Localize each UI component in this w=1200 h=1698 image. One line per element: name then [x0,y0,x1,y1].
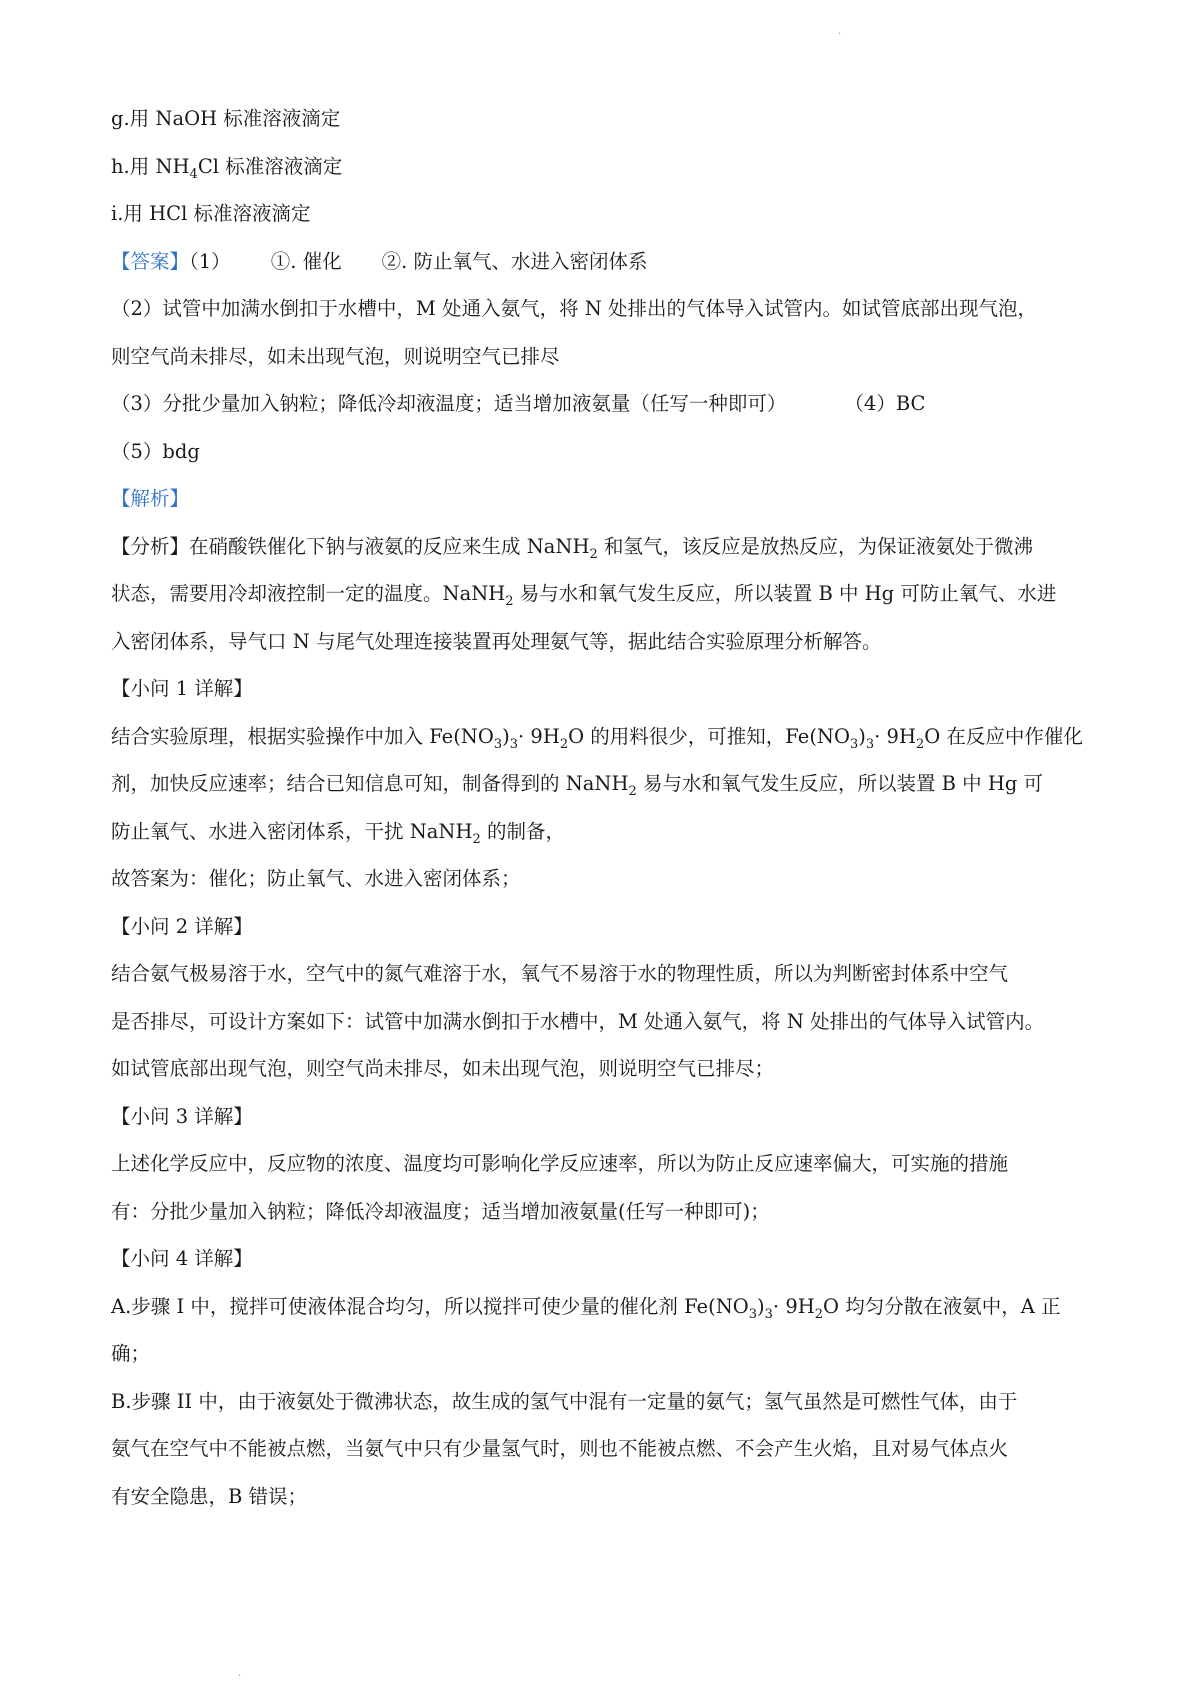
subq2-line2: 是否排尽，可设计方案如下：试管中加满水倒扣于水槽中，M 处通入氨气，将 N 处排出的气体导入试管内。 [111,1009,1045,1033]
subq2-line1: 结合氨气极易溶于水，空气中的氮气难溶于水，氧气不易溶于水的物理性质，所以为判断密封体系中空气 [111,962,1009,985]
option-h: h.用 $NH_4Cl$ 标准溶液滴定 [111,154,343,182]
answer-q1: 【答案】（1） ①. 催化 ②. 防止氧气、水进入密闭体系 [111,249,648,273]
subq1-line2: 剂，加快反应速率；结合已知信息可知，制备得到的 NaNH$_2$ 易与水和氧气发生反应，所以装置 B 中 Hg 可 [111,772,1044,799]
subq3-line1: 上述化学反应中，反应物的浓度、温度均可影响化学反应速率，所以为防止反应速率偏大，可实施的措施 [111,1152,1009,1175]
subq1-line4: 故答案为：催化；防止氧气、水进入密闭体系； [111,867,521,890]
subq2-line3: 如试管底部出现气泡，则空气尚未排尽，如未出现气泡，则说明空气已排尽； [111,1057,775,1080]
scan-dot-top: · [838,29,842,40]
answer-q2-line1: （2）试管中加满水倒扣于水槽中，M 处通入氨气，将 N 处排出的气体导入试管内。如试管底部出现气泡， [111,297,1038,320]
subq1-line3: 防止氧气、水进入密闭体系，干扰 NaNH$_2$ 的制备， [111,819,565,847]
subq2-title: 【小问 2 详解】 [111,914,253,938]
subq1-title: 【小问 1 详解】 [111,677,253,700]
answer-q5: （5）bdg [111,439,200,463]
subq4-b-line1: B.步骤 II 中，由于液氨处于微沸状态，故生成的氢气中混有一定量的氨气；氢气虽然是可燃性气体，由于 [111,1389,1018,1413]
subq3-title: 【小问 3 详解】 [111,1104,253,1128]
subq4-b-line2: 氨气在空气中不能被点燃，当氨气中只有少量氢气时，则也不能被点燃、不会产生火焰，且对易气体点火 [111,1437,1009,1460]
subq4-a-line1: A.步骤 I 中，搅拌可使液体混合均匀，所以搅拌可使少量的催化剂 $Fe(NO_3)_3\cdot 9H_2O$ 均匀分散在液氨中，A 正 [111,1294,1061,1322]
analysis-fenxi-line3: 入密闭体系，导气口 N 与尾气处理连接装置再处理氨气等，据此结合实验原理分析解答。 [111,629,882,653]
subq1-line1: 结合实验原理，根据实验操作中加入 $Fe(NO_3)_3\cdot 9H_2O$ 的用料很少，可推知，$Fe(NO_3)_3\cdot 9H_2O$ 在反应中作催化 [111,724,1083,752]
answer-label: 【答案】 [111,249,190,273]
analysis-fenxi-line2: 状态，需要用冷却液控制一定的温度。NaNH$_2$ 易与水和氧气发生反应，所以装置 B 中 Hg 可防止氧气、水进 [111,582,1057,609]
subq4-title: 【小问 4 详解】 [111,1247,253,1270]
subq4-b-line3: 有安全隐患，B 错误； [111,1484,308,1508]
document-body [111,95,1101,1520]
scan-dot-bottom: · [238,1671,242,1682]
analysis-label: 【解析】 [111,487,190,510]
option-g: g.用 NaOH 标准溶液滴定 [111,107,341,130]
answer-q2-line2: 则空气尚未排尽，如未出现气泡，则说明空气已排尽 [111,344,560,368]
subq3-line2: 有：分批少量加入钠粒；降低冷却液温度；适当增加液氨量(任写一种即可)； [111,1199,770,1223]
option-i: i.用 HCl 标准溶液滴定 [111,202,311,225]
analysis-fenxi-line1: 【分析】在硝酸铁催化下钠与液氨的反应来生成 NaNH$_2$ 和氢气，该反应是放热反应，为保证液氨处于微沸 [111,534,1033,562]
subq4-a-line2: 确； [111,1342,151,1365]
answer-q3-q4: （3）分批少量加入钠粒；降低冷却液温度；适当增加液氨量（任写一种即可） （4）BC [111,392,926,415]
